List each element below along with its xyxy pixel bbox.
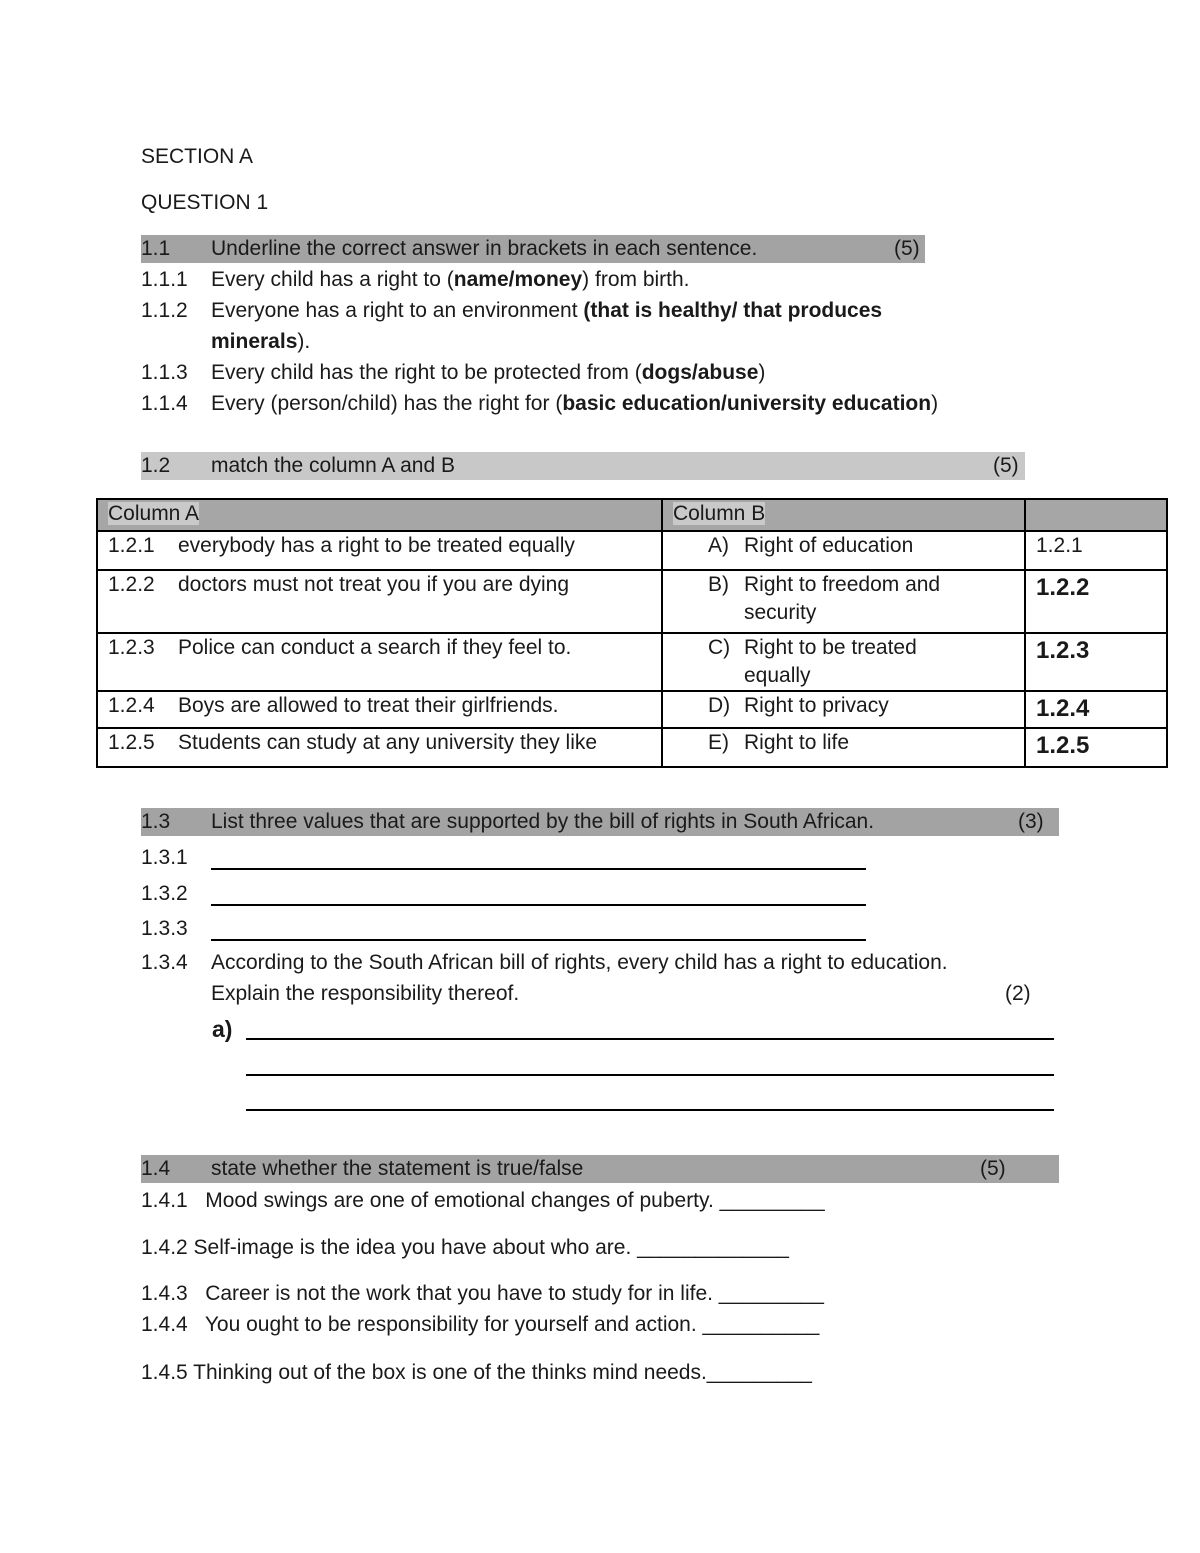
column-b-cell: B) Right to freedom and security (662, 570, 1025, 633)
answer-cell: 1.2.1 (1025, 531, 1167, 570)
answer-line[interactable] (211, 939, 866, 941)
answer-line[interactable] (246, 1109, 1054, 1111)
statement-item: 1.4.3 Career is not the work that you have to study for in life. _________ (141, 1282, 824, 1305)
q1-2-header (141, 452, 1025, 480)
q1-1-number: 1.1 (141, 237, 171, 260)
column-b-cell: C) Right to be treated equally (662, 633, 1025, 691)
item-text: According to the South African bill of rights, every child has a right to education. (211, 951, 948, 974)
item-text: Every child has a right to (name/money) from birth. (211, 268, 690, 291)
q1-1-instruction: Underline the correct answer in brackets in each sentence. (211, 237, 758, 260)
table-row (97, 570, 1167, 633)
q1-3-marks: (3) (1018, 810, 1044, 833)
column-a-cell: 1.2.2 doctors must not treat you if you are dying (97, 570, 662, 633)
table-row (97, 691, 1167, 728)
section-title: SECTION A (141, 145, 254, 168)
item-number: 1.3.3 (141, 917, 188, 940)
statement-item: 1.4.1 Mood swings are one of emotional changes of puberty. _________ (141, 1189, 825, 1212)
table-row (97, 728, 1167, 767)
item-number: 1.1.3 (141, 361, 188, 384)
q1-1-marks: (5) (894, 237, 920, 260)
q1-2-instruction: match the column A and B (211, 454, 455, 477)
item-number: 1.3.4 (141, 951, 188, 974)
q1-2-number: 1.2 (141, 454, 171, 477)
item-number: 1.3.2 (141, 882, 188, 905)
item-text: Everyone has a right to an environment (that is healthy/ that produces (211, 299, 883, 322)
answer-cell: 1.2.4 (1025, 691, 1167, 728)
q1-1-header (141, 235, 925, 263)
column-a-cell: 1.2.3 Police can conduct a search if they feel to. (97, 633, 662, 691)
question-title: QUESTION 1 (141, 191, 269, 214)
answer-cell: 1.2.2 (1025, 570, 1167, 633)
item-text: Every (person/child) has the right for (basic education/university education) (211, 392, 939, 415)
item-number: 1.1.1 (141, 268, 188, 291)
q1-4-instruction: state whether the statement is true/false (211, 1157, 584, 1180)
answer-label: a) (212, 1016, 233, 1042)
column-b-cell: D) Right to privacy (662, 691, 1025, 728)
q1-3-instruction: List three values that are supported by the bill of rights in South African. (211, 810, 875, 833)
q1-3-number: 1.3 (141, 810, 171, 833)
answer-cell: 1.2.3 (1025, 633, 1167, 691)
q1-3-header (141, 808, 1059, 836)
column-b-header: Column B (662, 499, 1025, 531)
answer-line[interactable] (246, 1038, 1054, 1040)
q1-3-4-marks: (2) (1005, 982, 1031, 1005)
item-number: 1.1.4 (141, 392, 188, 415)
statement-item: 1.4.2 Self-image is the idea you have about who are. _____________ (141, 1236, 789, 1259)
q1-4-number: 1.4 (141, 1157, 171, 1180)
statement-item: 1.4.4 You ought to be responsibility for yourself and action. __________ (141, 1313, 820, 1336)
table-row (97, 531, 1167, 570)
q1-4-marks: (5) (980, 1157, 1006, 1180)
item-text-continued: minerals). (211, 330, 311, 353)
q1-4-header (141, 1155, 1059, 1183)
answer-column-header (1025, 499, 1167, 531)
item-text-continued: Explain the responsibility thereof. (211, 982, 520, 1005)
q1-2-marks: (5) (993, 454, 1019, 477)
column-b-cell: A) Right of education (662, 531, 1025, 570)
statement-item: 1.4.5 Thinking out of the box is one of the thinks mind needs._________ (141, 1361, 812, 1384)
answer-cell: 1.2.5 (1025, 728, 1167, 767)
column-b-cell: E) Right to life (662, 728, 1025, 767)
column-a-cell: 1.2.5 Students can study at any university they like (97, 728, 662, 767)
answer-line[interactable] (211, 868, 866, 870)
table-row (97, 633, 1167, 691)
answer-line[interactable] (246, 1074, 1054, 1076)
item-number: 1.1.2 (141, 299, 188, 322)
item-text: Every child has the right to be protected from (dogs/abuse) (211, 361, 766, 384)
column-a-header: Column A (97, 499, 662, 531)
column-a-cell: 1.2.4 Boys are allowed to treat their girlfriends. (97, 691, 662, 728)
column-a-cell: 1.2.1 everybody has a right to be treated equally (97, 531, 662, 570)
table-header-row (97, 499, 1167, 531)
answer-line[interactable] (211, 904, 866, 906)
item-number: 1.3.1 (141, 846, 188, 869)
matching-table (96, 498, 1168, 768)
